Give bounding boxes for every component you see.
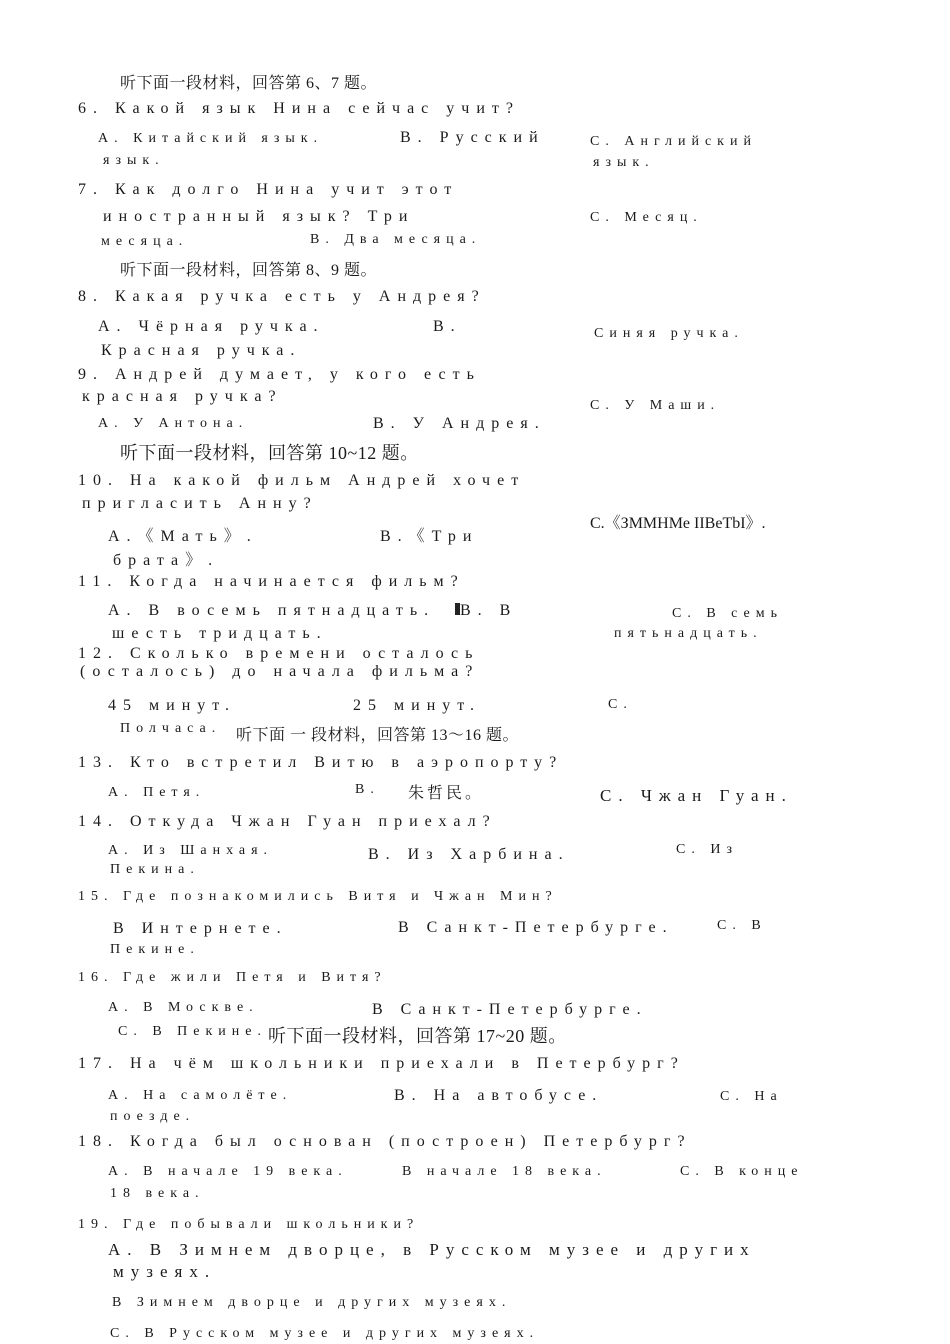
answer-option: B. Из Харбина. (368, 846, 570, 863)
answer-option: A. Китайский язык. (98, 131, 324, 146)
answer-option: месяца. (101, 234, 189, 249)
question-10-continued: пригласить Анну? (82, 495, 318, 512)
answer-option: C. Из (676, 842, 738, 857)
question-12-continued: (осталось) до начала фильма? (80, 663, 480, 680)
answer-option-continued: язык. (593, 155, 655, 170)
answer-option: C. Чжан Гуан. (600, 786, 793, 805)
section-heading: 听下面一段材料，回答第 8、9 题。 (120, 262, 378, 279)
question-16: 16. Где жили Петя и Витя? (78, 970, 387, 985)
answer-option: A. Петя. (108, 785, 206, 800)
question-11: 11. Когда начинается фильм? (78, 573, 465, 590)
question-12: 12. Сколько времени осталось (78, 645, 480, 662)
question-6: 6. Какой язык Нина сейчас учит? (78, 100, 520, 117)
section-heading: 听下面一段材料，回答第 6、7 题。 (120, 75, 378, 92)
answer-option-continued: поезде. (110, 1109, 196, 1124)
answer-option: Синяя ручка. (594, 326, 744, 341)
question-8: 8. Какая ручка есть у Андрея? (78, 288, 486, 305)
answer-option: B Санкт-Петербурге. (398, 919, 674, 936)
answer-option: B. Русский (400, 129, 545, 146)
answer-option: B. (355, 782, 380, 797)
answer-option: B. (433, 318, 462, 335)
answer-option-continued: Красная ручка. (101, 342, 302, 359)
answer-option: A.《Мать》. (108, 528, 258, 545)
answer-option: A. У Антона. (98, 416, 249, 431)
answer-option: C. Английский (590, 134, 757, 149)
question-13: 13. Кто встретил Витю в аэропорту? (78, 754, 564, 771)
answer-option: C. На (720, 1089, 783, 1104)
answer-option: Полчаса. (120, 721, 222, 736)
answer-option: C. В семь (672, 606, 784, 621)
question-7-continued: иностранный язык? Три (103, 208, 415, 225)
answer-option: B. Два месяца. (310, 232, 482, 247)
answer-option-continued: пятьнадцать. (614, 626, 763, 641)
answer-option: 25 минут. (353, 697, 482, 714)
answer-option: B.《Три (380, 528, 479, 545)
question-10: 10. На какой фильм Андрей хочет (78, 472, 526, 489)
question-18: 18. Когда был основан (построен) Петербург? (78, 1133, 692, 1150)
answer-option: В Зимнем дворце и других музеях. (112, 1295, 512, 1310)
answer-option: В начале 18 века. (402, 1164, 607, 1179)
answer-option: B. У Андрея. (373, 415, 546, 432)
answer-option: B Санкт-Петербурге. (372, 1001, 648, 1018)
question-17: 17. На чём школьники приехали в Петербург? (78, 1055, 685, 1072)
answer-option-continued: музеях. (113, 1262, 217, 1281)
answer-option: C. В Русском музее и других музеях. (110, 1326, 540, 1341)
answer-option-continued: язык. (103, 153, 165, 168)
answer-option: A. Чёрная ручка. (98, 318, 325, 335)
answer-option: A. В восемь пятнадцать. (108, 602, 436, 619)
answer-option-continued: шесть тридцать. (112, 625, 328, 642)
answer-option: A. Из Шанхая. (108, 843, 274, 858)
answer-option-continued: Пекина. (110, 862, 200, 877)
question-9: 9. Андрей думает, у кого есть (78, 366, 481, 383)
answer-option: C. В Пекине. (118, 1024, 267, 1039)
section-heading: 听下面一段材料，回答第 10~12 题。 (120, 443, 419, 463)
answer-option: C. У Маши. (590, 398, 721, 413)
section-heading: 听下面 一 段材料，回答第 13～16 题。 (236, 727, 520, 744)
answer-option: C. Месяц. (590, 210, 703, 225)
answer-option: C. B (717, 918, 767, 933)
question-19: 19. Где побывали школьники? (78, 1217, 420, 1232)
answer-option-continued: брата》. (113, 552, 220, 569)
answer-option: B Интернете. (113, 920, 288, 937)
answer-option-continued: 18 века. (110, 1186, 205, 1201)
question-9-continued: красная ручка? (82, 388, 283, 405)
answer-option: B. В (460, 602, 518, 619)
question-15: 15. Где познакомились Витя и Чжан Мин? (78, 889, 558, 904)
answer-option: 45 минут. (108, 697, 237, 714)
answer-option: B. На автобусе. (394, 1087, 604, 1104)
answer-option: A. В Зимнем дворце, в Русском музее и других (108, 1240, 756, 1259)
answer-option-continued: Пекине. (110, 942, 200, 957)
answer-option: C. В конце (680, 1164, 804, 1179)
answer-option: C. (608, 697, 633, 712)
answer-option: A. В Москве. (108, 1000, 259, 1015)
answer-option: A. На самолёте. (108, 1088, 293, 1103)
answer-option: A. В начале 19 века. (108, 1164, 348, 1179)
question-7: 7. Как долго Нина учит этот (78, 181, 459, 198)
section-heading: 听下面一段材料，回答第 17~20 题。 (268, 1026, 567, 1046)
answer-option-chinese: 朱哲民。 (408, 785, 485, 802)
question-14: 14. Откуда Чжан Гуан приехал? (78, 813, 497, 830)
answer-option: C.《ЗMMHMe IIBeTbI》. (590, 515, 766, 532)
